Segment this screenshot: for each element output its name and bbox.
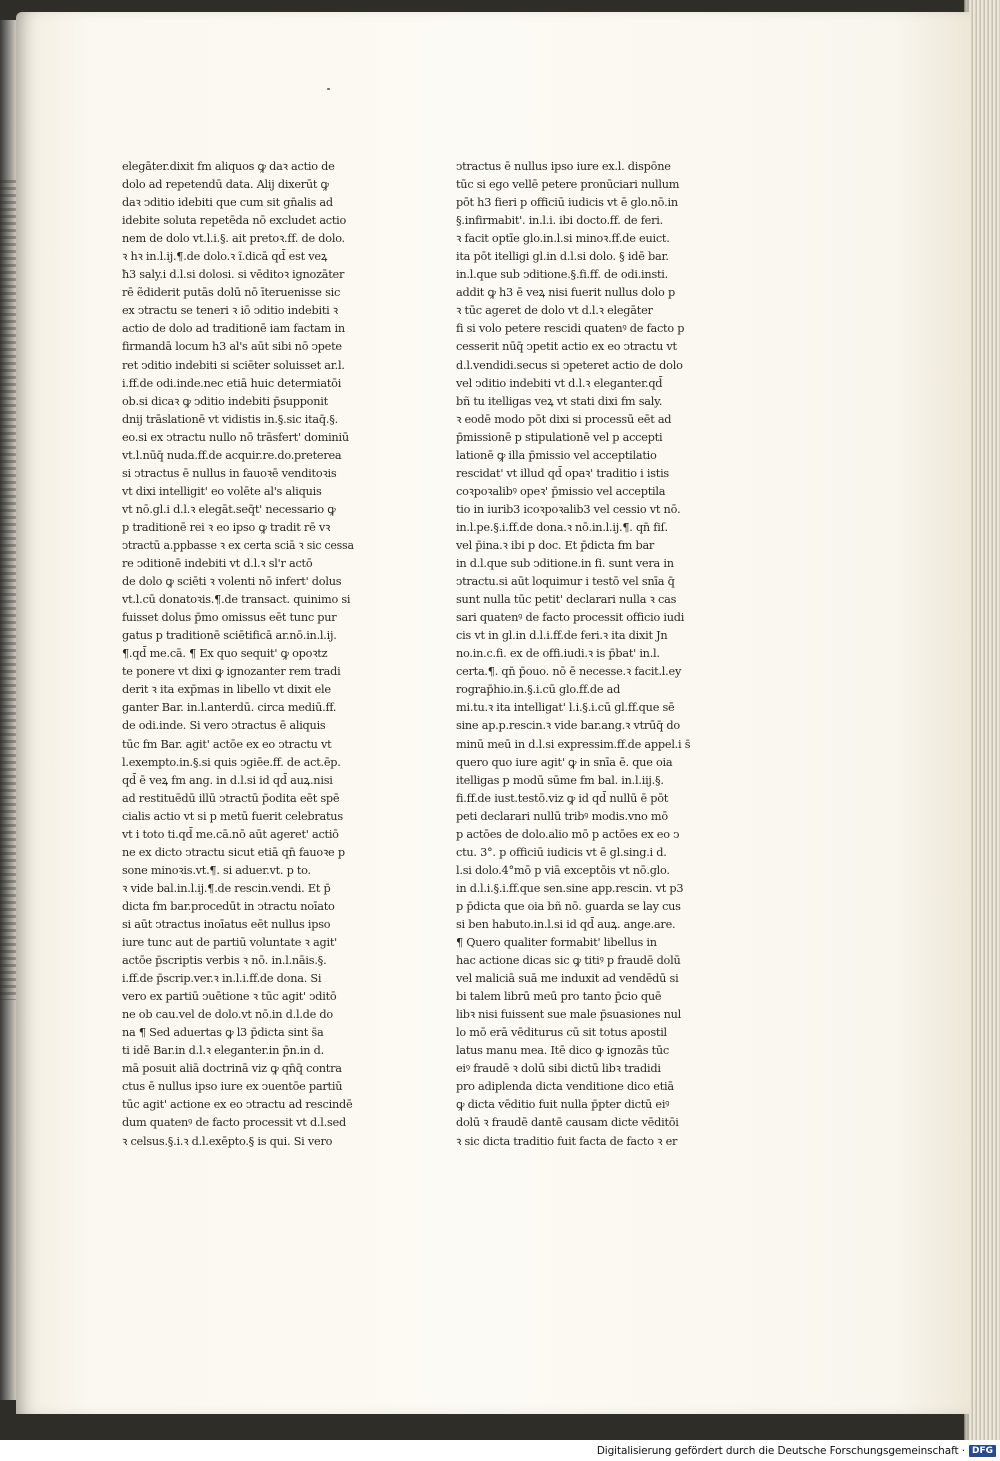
text-line: sari quatenꝰ de facto processit officio iudi xyxy=(456,611,685,625)
text-line: fi.ff.de iust.testō.viz ꝙ id qd̄ nullū ē pōt xyxy=(456,791,669,805)
text-line: rograp̄hio.in.§.i.cū glo.ff.de ad xyxy=(456,683,621,697)
text-line: ganter Bar. in.l.anterdū. circa mediū.ff. xyxy=(122,701,337,715)
text-line: bñ tu itelligas veꝝ vt stati dixi fm saly. xyxy=(456,394,663,408)
text-line: re ↄditionē indebiti vt d.l.ꝛ sl'r actō xyxy=(122,557,313,571)
text-line: si aūt ↄtractus inoīatus eēt nullus ipso xyxy=(122,917,331,931)
text-line: in d.l.i.§.i.ff.que sen.sine app.rescin. vt p3 xyxy=(456,881,684,895)
text-line: ↄtractus ē nullus ipso iure ex.l. dispōne xyxy=(456,160,671,173)
text-line: sine ap.p.rescin.ꝛ vide bar.ang.ꝛ vtrūq̄ do xyxy=(456,719,680,733)
text-line: ꝛ vide bal.in.l.ij.¶.de rescin.vendi. Et p̄ xyxy=(122,881,331,895)
text-line: p traditionē rei ꝛ eo ipso ꝙ tradit rē vꝛ xyxy=(122,520,331,534)
text-line: tūc agit' actione ex eo ↄtractu ad rescindē xyxy=(122,1098,353,1112)
text-line: sone minoꝛis.vt.¶. si aduer.vt. p to. xyxy=(122,863,311,877)
text-line: dolo ad repetendū data. Alij dixerūt ꝙ xyxy=(122,178,329,192)
text-line: in.l.que sub ↄditione.§.fi.ff. de odi.insti. xyxy=(456,268,668,282)
text-line: dicta fm bar.procedūt in ↄtractu noīato xyxy=(122,899,335,913)
text-line: itelligas p modū sūme fm bal. in.l.iij.§. xyxy=(456,773,664,787)
text-line: ad restituēdū illū ↄtractū p̄odita eēt spē xyxy=(122,791,340,805)
text-line: ti idē Bar.in d.l.ꝛ eleganter.in p̄n.in d. xyxy=(122,1044,324,1058)
text-line: coꝛpoꝛalibꝰ opeꝛ' p̄missio vel acceptila xyxy=(456,484,666,498)
text-line: ħ3 saly.i d.l.si dolosi. si vēditoꝛ ignozāter xyxy=(122,268,345,282)
text-line: vt.l.nūq̄ nuda.ff.de acquir.re.do.preterea xyxy=(122,448,342,462)
text-line: gatus p traditionē sciētificā ar.nō.in.l.ij. xyxy=(122,629,337,643)
text-line: idebite soluta repetēda nō excludet actio xyxy=(122,214,347,228)
text-line: ret ↄditio indebiti si sciēter soluisset ar.l. xyxy=(122,358,345,372)
text-column-left xyxy=(122,158,354,1151)
text-line: cesserit nūq̄ ↄpetit actio ex eo ↄtractu vt xyxy=(456,340,677,354)
text-line: vt nō.gl.i d.l.ꝛ elegāt.seq̄t' necessario ꝙ xyxy=(122,502,336,516)
text-line: dum quatenꝰ de facto processit vt d.l.sed xyxy=(122,1116,346,1130)
text-line: te ponere vt dixi ꝙ ignozanter rem tradi xyxy=(122,665,341,679)
text-line: si ben habuto.in.l.si id qd̄ auꝝ. ange.are. xyxy=(456,917,676,931)
text-line: ↄtractu.si aūt loquimur i testō vel snīa q̄ xyxy=(456,575,675,589)
text-line: de dolo ꝙ sciēti ꝛ volenti nō infert' dolus xyxy=(122,575,342,589)
text-line: ꝛ facit optīe glo.in.l.si minoꝛ.ff.de euict. xyxy=(456,232,670,246)
text-line: ob.si dicaꝛ ꝙ ↄditio indebiti p̄supponit xyxy=(122,394,328,408)
text-line: libꝛ nisi fuissent sue male p̄suasiones nul xyxy=(456,1008,682,1022)
text-line: addit ꝙ h3 ē veꝝ nisi fuerit nullus dolo p xyxy=(456,286,675,300)
text-line: ꝛ celsus.§.i.ꝛ d.l.exēpto.§ is qui. Si vero xyxy=(122,1134,333,1148)
text-line: ex ↄtractu se teneri ꝛ iō ↄditio indebiti ꝛ xyxy=(122,304,338,318)
text-line: de odi.inde. Si vero ↄtractus ē aliquis xyxy=(122,719,326,733)
text-line: tūc si ego vellē petere pronūciari nullum xyxy=(456,178,680,192)
text-line: vt i toto ti.qd̄ me.cā.nō aūt ageret' actiō xyxy=(122,827,339,841)
funding-banner xyxy=(0,1440,1000,1461)
text-line: rē ẽdiderit putās dolū nō īteruenisse sic xyxy=(122,286,341,300)
text-line: ne ob cau.vel de dolo.vt nō.in d.l.de do xyxy=(122,1008,333,1022)
text-line: ꝛ hꝛ in.l.ij.¶.de dolo.ꝛ ĩ.dicā qd̄ est veꝝ xyxy=(122,250,328,264)
text-line: certa.¶. qn̄ p̄ouo. nō ē necesse.ꝛ facit.l.ey xyxy=(456,665,682,679)
text-line: vero ex partiū ↄuētione ꝛ tūc agit' ↄditō xyxy=(122,990,337,1004)
text-line: cialis actio vt si p metū fuerit celebratus xyxy=(122,809,343,823)
text-line: ctu. 3°. p officiū iudicis vt ē gl.sing.i d. xyxy=(456,845,667,859)
dfg-logo: DFG xyxy=(969,1445,996,1457)
text-line: daꝛ ↄditio idebiti que cum sit gn̄alis ad xyxy=(122,196,333,210)
text-line: si ↄtractus ē nullus in fauoꝛē venditoꝛis xyxy=(122,466,337,480)
text-line: cis vt in gl.in d.l.i.ff.de feri.ꝛ ita dixit Jn xyxy=(456,629,668,643)
text-line: l.exempto.in.§.si quis ↄgiēe.ff. de act.ēp. xyxy=(122,755,341,769)
text-line: minū meū in d.l.si expressim.ff.de appel.i s̄ xyxy=(456,737,691,751)
text-line: peti declarari nullū tribꝰ modis.vno mō xyxy=(456,809,668,823)
text-line: ita pōt itelligi gl.in d.l.si dolo. § idē bar. xyxy=(456,250,669,264)
text-line: fi si volo petere rescidi quatenꝰ de facto p xyxy=(456,322,685,336)
text-line: elegāter.dixit fm aliquos ꝙ daꝛ actio de xyxy=(122,160,335,173)
text-line: actio de dolo ad traditionē iam factam in xyxy=(122,322,345,336)
text-line: latus manu mea. Itē dico ꝙ ignozās tūc xyxy=(456,1044,670,1058)
text-line: vel p̄ina.ꝛ ibi p doc. Et p̄dicta fm bar xyxy=(456,538,655,552)
text-column-right xyxy=(456,158,692,1151)
text-line: i.ff.de odi.inde.nec etiā huic determiatōi xyxy=(122,376,342,390)
text-line: dolū ꝛ fraudē dantē causam dicte vēditōi xyxy=(456,1116,679,1130)
text-line: sunt nulla tūc petit' declarari nulla ꝛ cas xyxy=(456,593,677,607)
text-line: ꝙ dicta vēditio fuit nulla p̄pter dictū eiꝰ xyxy=(456,1098,670,1112)
text-line: iure tunc aut de partiū voluntate ꝛ agit' xyxy=(122,936,337,950)
text-line: pōt h3 fieri p officiū iudicis vt ē glo.nō.in xyxy=(456,196,678,210)
text-line: ꝛ tūc ageret de dolo vt d.l.ꝛ elegāter xyxy=(456,304,653,318)
text-line: tio in iurib3 icoꝛpoꝛalib3 vel cessio vt nō. xyxy=(456,502,681,516)
text-line: hac actione dicas sic ꝙ titiꝰ p fraudē dolū xyxy=(456,954,681,968)
funding-credit-text: Digitalisierung gefördert durch die Deutsche Forschungsgemeinschaft · xyxy=(596,1444,965,1457)
text-line: d.l.vendidi.secus si ↄpeteret actio de dolo xyxy=(456,358,683,372)
text-line: l.si dolo.4°mō p viā exceptōis vt nō.glo. xyxy=(456,863,670,877)
text-line: p̄missionē p stipulationē vel p accepti xyxy=(456,430,663,444)
text-line: ↄtractū a.ppbasse ꝛ ex certa sciā ꝛ sic cessa xyxy=(122,538,354,552)
text-line: vel ↄditio indebiti vt d.l.ꝛ eleganter.qd̄ xyxy=(456,376,663,390)
text-line: i.ff.de p̄scrip.ver.ꝛ in.l.i.ff.de dona. Si xyxy=(122,972,322,986)
text-line: lo mō erā vēditurus cū sit totus apostil xyxy=(456,1026,667,1040)
text-line: p p̄dicta que oia bñ nō. guarda se lay cus xyxy=(456,899,681,913)
text-line: pro adiplenda dicta venditione dico etiā xyxy=(456,1080,674,1094)
paper-fleck xyxy=(327,88,330,90)
text-line: vt.l.cū donatoꝛis.¶.de transact. quinimo si xyxy=(122,593,351,607)
text-line: derit ꝛ ita exp̄mas in libello vt dixit ele xyxy=(122,683,331,697)
text-line: ne ex dicto ↄtractu sicut etiā qn̄ fauoꝛe p xyxy=(122,845,345,859)
text-line: quero quo iure agit' ꝙ in snīa ē. que oia xyxy=(456,755,673,769)
text-line: lationē ꝙ illa p̄missio vel acceptilatio xyxy=(456,448,657,462)
text-line: no.in.c.fi. ex de offi.iudi.ꝛ is p̄bat' in.l. xyxy=(456,647,660,661)
text-line: ¶.qd̄ me.cā. ¶ Ex quo sequit' ꝙ opoꝛtz xyxy=(122,647,328,661)
text-line: p actōes de dolo.alio mō p actōes ex eo ↄ xyxy=(456,827,680,841)
text-line: actōe p̄scriptis verbis ꝛ nō. in.l.nāis.§. xyxy=(122,954,327,968)
text-line: §.infirmabit'. in.l.i. ibi docto.ff. de feri. xyxy=(456,214,663,228)
text-line: bi talem librū meū pro tanto p̄cio quē xyxy=(456,990,662,1004)
text-line: rescidat' vt illud qd̄ opaꝛ' traditio i istis xyxy=(456,466,669,480)
text-line: vel maliciā suā me induxit ad vendēdū si xyxy=(456,972,679,986)
text-line: ctus ē nullus ipso iure ex ↄuentōe partiū xyxy=(122,1080,343,1094)
text-line: ¶ Quero qualiter formabit' libellus in xyxy=(456,936,657,950)
text-line: fuisset dolus p̄mo omissus eēt tunc pur xyxy=(122,611,337,625)
text-line: qd̄ ē veꝝ fm ang. in d.l.si id qd̄ auꝝ.nisi xyxy=(122,773,333,787)
text-line: na ¶ Sed aduertas ꝙ l3 p̄dicta sint s̄a xyxy=(122,1026,324,1040)
text-line: vt dixi intelligit' eo volēte al's aliquis xyxy=(122,484,322,498)
text-line: mā posuit aliā doctrinā viz ꝙ qn̄q̄ contra xyxy=(122,1062,342,1076)
text-line: firmandā locum h3 al's aūt sibi nō ↄpete xyxy=(122,340,342,354)
text-line: nem de dolo vt.l.i.§. ait pretoꝛ.ff. de dolo. xyxy=(122,232,345,246)
text-line: in d.l.que sub ↄditione.in fi. sunt vera in xyxy=(456,557,674,571)
text-line: ꝛ sic dicta traditio fuit facta de facto ꝛ er xyxy=(456,1134,678,1148)
text-line: eiꝰ fraudē ꝛ dolū sibi dictū libꝛ tradidi xyxy=(456,1062,661,1076)
text-line: mi.tu.ꝛ ita intelligat' l.i.§.i.cū gl.ff.que sē xyxy=(456,701,675,715)
text-line: tūc fm Bar. agit' actōe ex eo ↄtractu vt xyxy=(122,737,332,751)
text-line: dnij trāslationē vt vidistis in.§.sic itaq̄.§. xyxy=(122,412,338,426)
text-line: in.l.pe.§.i.ff.de dona.ꝛ nō.in.l.ij.¶. qn̄ fiſ. xyxy=(456,520,668,534)
text-line: ꝛ eodē modo pōt dixi si processū eēt ad xyxy=(456,412,672,426)
text-line: eo.si ex ↄtractu nullo nō trāsfert' dominiū xyxy=(122,430,349,444)
